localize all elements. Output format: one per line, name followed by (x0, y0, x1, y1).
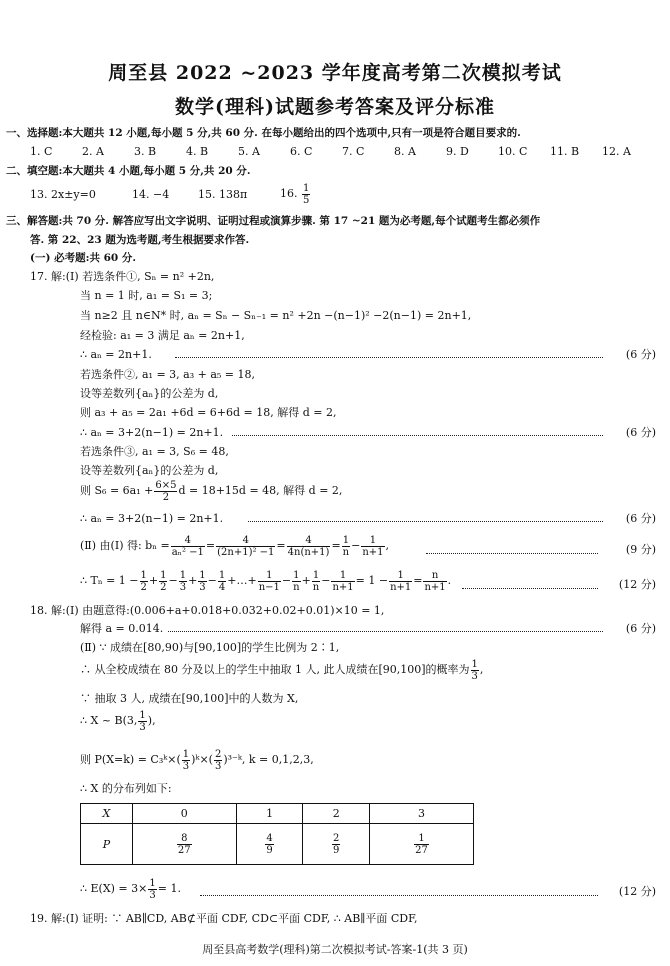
mcq-answer: 5. A (238, 145, 260, 158)
text: ), (147, 714, 156, 727)
denominator: 27 (415, 844, 428, 856)
mcq-answer: 6. C (290, 145, 313, 158)
denominator: n+1 (424, 581, 446, 593)
numerator: 2 (333, 832, 340, 844)
numerator: 6×5 (155, 479, 177, 491)
text: d = 18+15d = 48, 解得 d = 2, (178, 484, 343, 497)
table-cell (303, 824, 370, 865)
numerator: 8 (177, 833, 192, 845)
denominator: 4n(n+1) (287, 546, 330, 558)
table-cell: P (81, 824, 133, 865)
numerator: 1 (149, 877, 156, 889)
q18-line: ∴ 从全校成绩在 80 分及以上的学生中抽取 1 人, 此人成绩在[90,100]的概率为 $\frac{1}{3}$ , (80, 658, 484, 682)
text: )³⁻ᵏ, k = 0,1,2,3, (223, 753, 314, 766)
numerator: 4 (287, 535, 331, 547)
required-subheading: (一) 必考题:共 60 分. (30, 252, 137, 264)
numerator: 1 (342, 534, 350, 546)
table-cell (236, 824, 303, 865)
denominator: 3 (149, 889, 156, 901)
q18-line (80, 876, 181, 902)
denominator: n+1 (332, 581, 354, 593)
numerator: 1 (312, 569, 320, 581)
numerator: 2 (214, 748, 222, 760)
denominator: 3 (214, 760, 222, 772)
mcq-answer: 12. A (602, 145, 631, 158)
numerator: 4 (266, 832, 273, 844)
mcq-answers (30, 145, 654, 159)
denominator: n+1 (390, 581, 412, 593)
denominator: n (342, 546, 350, 558)
numerator: 1 (160, 569, 167, 581)
q18-line: 18. 解:(Ⅰ) 由题意得:(0.006+a+0.018+0.032+0.02+0.01)×10 = 1, (30, 604, 385, 617)
numerator: 1 (331, 570, 354, 582)
table-cell: X (81, 804, 133, 824)
numerator: 1 (258, 570, 281, 582)
section2-heading: 二、填空题:本大题共 4 小题,每小题 5 分,共 20 分. (6, 165, 251, 177)
fill-answer-15: 15. 138π (198, 188, 248, 201)
fraction (179, 570, 187, 593)
fraction (302, 183, 310, 206)
fill-answer-13: 13. 2x±y=0 (30, 188, 96, 201)
q17-line (80, 479, 342, 503)
mcq-answer: 4. B (186, 145, 209, 158)
denominator: 9 (333, 844, 340, 856)
mcq-answer: 9. D (446, 145, 469, 158)
q18-line: (Ⅱ) ∵ 成绩在[80,90)与[90,100]的学生比例为 2∶1, (80, 641, 340, 654)
q18-line: ∵ 抽取 3 人, 成绩在[90,100]中的人数为 X, (80, 692, 299, 705)
fraction (182, 749, 190, 772)
fraction (214, 749, 222, 772)
document-title: 周至县 2022 ~2023 学年度高考第二次模拟考试 (108, 62, 562, 84)
dot-leader (232, 435, 603, 436)
section3-heading-line1: 三、解答题:共 70 分. 解答应写出文字说明、证明过程或演算步骤. 第 17 ~21 题为必考题,每个试题考生都必须作 (6, 215, 541, 227)
fraction (287, 535, 331, 558)
table-cell (132, 824, 236, 865)
fraction (198, 570, 206, 593)
fraction (312, 570, 320, 593)
fill-answer-14: 14. −4 (132, 188, 170, 201)
numerator: 1 (139, 709, 146, 721)
text: )ᵏ×( (191, 753, 213, 766)
numerator: 1 (140, 569, 147, 581)
fraction (414, 833, 429, 856)
mcq-answer: 1. C (30, 145, 53, 158)
dot-leader (426, 553, 598, 554)
numerator: 1 (414, 833, 429, 845)
denominator: 5 (303, 194, 310, 206)
dot-leader (248, 521, 603, 522)
denominator: 27 (177, 844, 191, 856)
q17-line: 当 n≥2 且 n∈N* 时, aₙ = Sₙ − Sₙ₋₁ = n² +2n −(n−1)² −2(n−1) = 2n+1, (80, 309, 472, 322)
numerator: 1 (303, 182, 310, 194)
text: +…+ (227, 574, 257, 587)
fraction (140, 570, 148, 593)
denominator: 9 (266, 844, 273, 856)
denominator: aₙ² −1 (171, 546, 204, 558)
text: (Ⅱ) 由(Ⅰ) 得: bₙ = (80, 539, 170, 552)
q17-line: 设等差数列{aₙ}的公差为 d, (80, 387, 219, 400)
numerator: 4 (171, 535, 205, 547)
q17-line: 经检验: a₁ = 3 满足 aₙ = 2n+1, (80, 329, 245, 342)
fraction (423, 570, 446, 593)
numerator: n (423, 570, 446, 582)
score-mark: (12 分) (618, 885, 656, 898)
fraction (177, 833, 192, 856)
numerator: 4 (216, 535, 275, 547)
fraction (258, 570, 281, 593)
q17-part2-line: (Ⅱ) 由(Ⅰ) 得: bₙ = $\frac{4}{\text{aₙ² −1}}$ = $\frac{4}{\text{(2n+1)² −1}}$ = $\frac{4}{4n(n+1)}$ = $\frac{1}{n}$ − $\frac{1}{n+1}$ , (80, 534, 390, 558)
q17-line: 则 a₃ + a₅ = 2a₁ +6d = 6+6d = 18, 解得 d = 2, (80, 406, 337, 419)
numerator: 1 (471, 658, 478, 670)
q19-line: 19. 解:(Ⅰ) 证明: ∵ AB∥CD, AB⊄平面 CDF, CD⊂平面 CDF, ∴ AB∥平面 CDF, (30, 912, 418, 925)
fraction (332, 833, 340, 856)
q17-line: 若选条件②, a₁ = 3, a₃ + a₅ = 18, (80, 368, 256, 381)
denominator: 3 (182, 760, 190, 772)
table-row (81, 804, 474, 824)
denominator: n−1 (258, 581, 280, 593)
q18-line: 解得 a = 0.014. (80, 622, 164, 635)
fill-answer-16 (280, 182, 311, 206)
fraction (218, 570, 226, 593)
denominator: 3 (179, 581, 187, 593)
numerator: 1 (389, 570, 412, 582)
q18-line: ∴ X 的分布列如下: (80, 782, 172, 795)
mcq-answer: 7. C (342, 145, 365, 158)
fraction (389, 570, 412, 593)
table-cell: 3 (370, 804, 474, 824)
numerator: 1 (179, 569, 187, 581)
table-cell: 0 (132, 804, 236, 824)
denominator: 3 (471, 670, 478, 682)
denominator: (2n+1)² −1 (217, 546, 275, 558)
dot-leader (168, 631, 603, 632)
denominator: 4 (218, 581, 226, 593)
document-subtitle: 数学(理科)试题参考答案及评分标准 (175, 96, 495, 118)
text: 则 S₆ = 6a₁ + (80, 484, 154, 497)
text: ∴ 从全校成绩在 80 分及以上的学生中抽取 1 人, 此人成绩在[90,100]的概率为 (80, 663, 470, 676)
q18-line (80, 747, 314, 773)
denominator: n (312, 581, 320, 593)
fraction (148, 878, 156, 901)
text: = 1. (157, 882, 181, 895)
q17-line: ∴ aₙ = 3+2(n−1) = 2n+1. (80, 512, 224, 525)
text: 则 P(X=k) = C₃ᵏ×( (80, 753, 181, 766)
page-footer: 周至县高考数学(理科)第二次模拟考试-答案-1(共 3 页) (202, 943, 468, 956)
mcq-answer: 11. B (550, 145, 580, 158)
score-mark: (6 分) (625, 622, 656, 635)
fraction (342, 535, 350, 558)
section1-heading: 一、选择题:本大题共 12 小题,每小题 5 分,共 60 分. 在每小题给出的四个选项中,只有一项是符合题目要求的. (6, 127, 521, 139)
table-cell: 1 (236, 804, 303, 824)
fraction (138, 710, 146, 733)
numerator: 1 (293, 569, 300, 581)
q17-sum-line: ∴ Tₙ = 1 − $\frac{1}{2}$ + $\frac{1}{2}$ − $\frac{1}{3}$ + $\frac{1}{3}$ − $\frac{1}{4}$ +…+ $\frac{1}{n-1}$ − $\frac{1}{n}$ + $\frac{1}{n}$ − $\frac{1}{n+1}$ = 1 − $\frac{1}{n+1}$ = $\frac{n}{n+1}$ . (80, 569, 452, 593)
dot-leader (462, 588, 598, 589)
mcq-answer: 2. A (82, 145, 104, 158)
fraction (471, 659, 479, 682)
denominator: n (293, 581, 300, 593)
text: ∴ E(X) = 3× (80, 882, 148, 895)
text: ∴ X ~ B(3, (80, 714, 138, 727)
score-mark: (9 分) (625, 543, 656, 556)
q17-line: 17. 解:(Ⅰ) 若选条件①, Sₙ = n² +2n, (30, 270, 215, 283)
mcq-answer: 10. C (498, 145, 528, 158)
q17-line: ∴ aₙ = 2n+1. (80, 348, 152, 361)
table-row (81, 824, 474, 865)
numerator: 1 (199, 569, 206, 581)
q17-line: 当 n = 1 时, a₁ = S₁ = 3; (80, 289, 213, 302)
denominator: 3 (199, 581, 206, 593)
fraction (154, 480, 177, 503)
fraction (265, 833, 273, 856)
distribution-table (80, 803, 474, 865)
table-cell: 2 (303, 804, 370, 824)
q17-line: 设等差数列{aₙ}的公差为 d, (80, 464, 219, 477)
score-mark: (6 分) (625, 348, 656, 361)
numerator: 1 (218, 569, 226, 581)
numerator: 1 (182, 748, 190, 760)
fraction (292, 570, 300, 593)
fraction (216, 535, 275, 558)
table-cell (370, 824, 474, 865)
fraction (361, 535, 384, 558)
denominator: 2 (140, 581, 147, 593)
score-mark: (12 分) (618, 578, 656, 591)
denominator: 2 (160, 581, 167, 593)
q17-line: 若选条件③, a₁ = 3, S₆ = 48, (80, 445, 229, 458)
fill-answer-16-label: 16. (280, 187, 298, 200)
denominator: 2 (162, 491, 170, 503)
mcq-answer: 3. B (134, 145, 157, 158)
denominator: 3 (139, 721, 146, 733)
dot-leader (200, 895, 598, 896)
text: = 1 − (355, 574, 389, 587)
mcq-answer: 8. A (394, 145, 416, 158)
q18-line (80, 708, 156, 734)
score-mark: (6 分) (625, 512, 656, 525)
text: ∴ Tₙ = 1 − (80, 574, 139, 587)
fraction (171, 535, 205, 558)
dot-leader (175, 357, 603, 358)
fraction (331, 570, 354, 593)
numerator: 1 (361, 535, 384, 547)
fraction (159, 570, 167, 593)
score-mark: (6 分) (625, 426, 656, 439)
denominator: n+1 (362, 546, 384, 558)
section3-heading-line2: 答. 第 22、23 题为选考题,考生根据要求作答. (30, 234, 250, 246)
q17-line: ∴ aₙ = 3+2(n−1) = 2n+1. (80, 426, 224, 439)
